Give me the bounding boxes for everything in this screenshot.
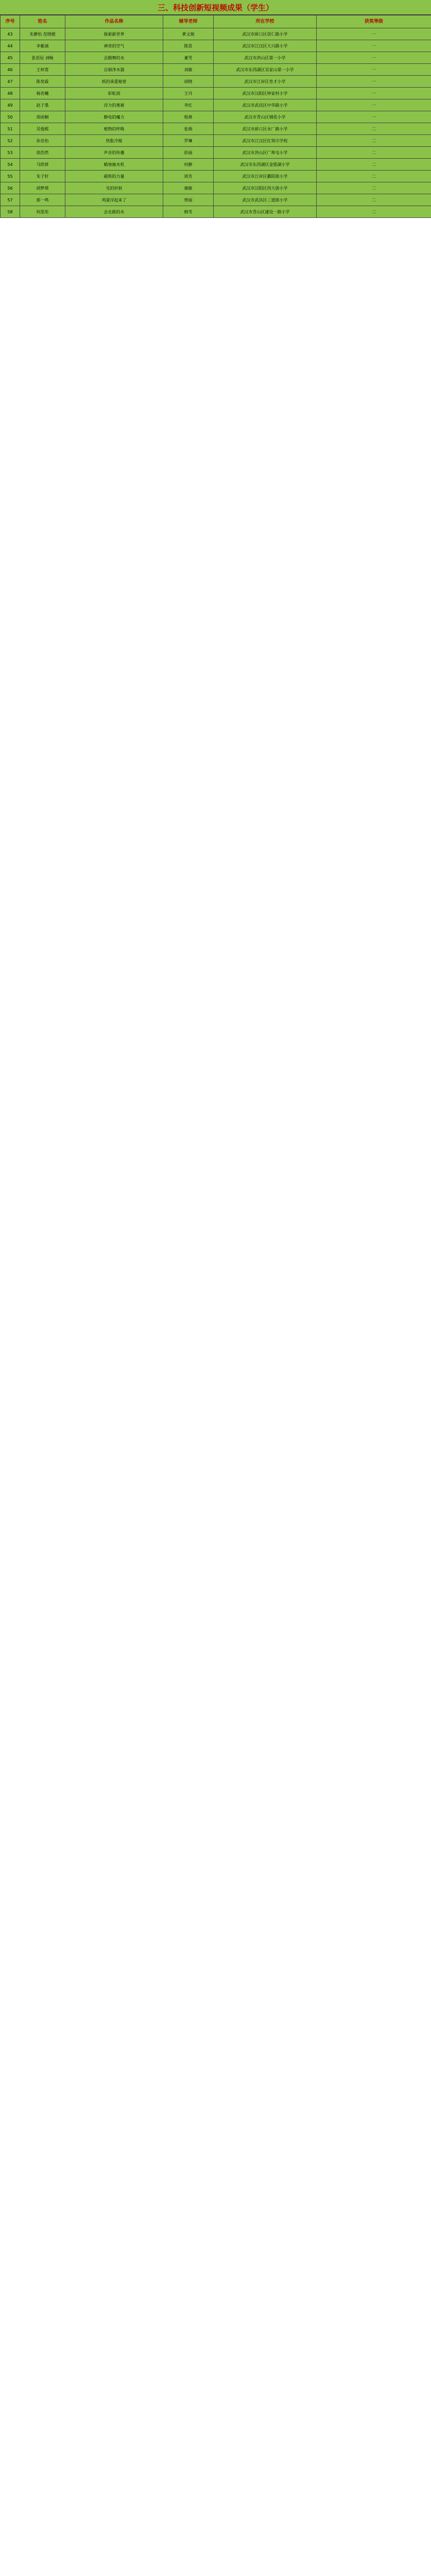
cell-work: 纸的承重秘密 bbox=[65, 76, 163, 88]
cell-award: 一 bbox=[317, 64, 431, 76]
cell-work: 静电的魔力 bbox=[65, 111, 163, 123]
header-no: 序号 bbox=[1, 15, 20, 28]
table-row bbox=[1, 171, 431, 182]
table-row bbox=[1, 28, 431, 40]
cell-name: 吴俊熙 bbox=[20, 123, 65, 135]
cell-school: 武汉市汉阳区钟家村小学 bbox=[214, 88, 317, 99]
cell-award: 二 bbox=[317, 194, 431, 206]
cell-tutor: 罗琳 bbox=[163, 135, 214, 147]
header-work: 作品名称 bbox=[65, 15, 163, 28]
table-row bbox=[1, 88, 431, 99]
cell-no: 50 bbox=[1, 111, 20, 123]
table-row bbox=[1, 182, 431, 194]
cell-no: 47 bbox=[1, 76, 20, 88]
cell-award: 二 bbox=[317, 171, 431, 182]
cell-tutor: 谢敏 bbox=[163, 182, 214, 194]
cell-school: 武汉市汉阳区西大街小学 bbox=[214, 182, 317, 194]
cell-tutor: 张娟 bbox=[163, 123, 214, 135]
cell-work: 探索新世界 bbox=[65, 28, 163, 40]
table-row bbox=[1, 64, 431, 76]
cell-no: 49 bbox=[1, 99, 20, 111]
cell-no: 55 bbox=[1, 171, 20, 182]
cell-name: 徐浩然 bbox=[20, 147, 65, 159]
cell-name: 李紫涵 bbox=[20, 40, 65, 52]
results-table bbox=[0, 15, 431, 218]
cell-name: 何思彤 bbox=[20, 206, 65, 218]
cell-no: 45 bbox=[1, 52, 20, 64]
cell-tutor: 王丹 bbox=[163, 88, 214, 99]
section-title: 三、科技创新短视频成果（学生） bbox=[0, 0, 431, 15]
cell-name: 杨若曦 bbox=[20, 88, 65, 99]
cell-tutor: 黄文娟 bbox=[163, 28, 214, 40]
table-row bbox=[1, 123, 431, 135]
cell-name: 王梓萱 bbox=[20, 64, 65, 76]
table-row bbox=[1, 159, 431, 171]
cell-work: 鸡蛋浮起来了 bbox=[65, 194, 163, 206]
cell-school: 武汉市洪山区广埠屯小学 bbox=[214, 147, 317, 159]
cell-award: 二 bbox=[317, 182, 431, 194]
table-row bbox=[1, 76, 431, 88]
cell-tutor: 彭丽 bbox=[163, 147, 214, 159]
cell-name: 张语辰 刘畅 bbox=[20, 52, 65, 64]
cell-no: 46 bbox=[1, 64, 20, 76]
cell-no: 53 bbox=[1, 147, 20, 159]
cell-name: 陈奕霖 bbox=[20, 76, 65, 88]
cell-school: 武汉市江汉区红领巾学校 bbox=[214, 135, 317, 147]
cell-work: 声音的传播 bbox=[65, 147, 163, 159]
header-tutor: 辅导老师 bbox=[163, 15, 214, 28]
cell-work: 会走路的水 bbox=[65, 206, 163, 218]
cell-school: 武汉市青山区建设一路小学 bbox=[214, 206, 317, 218]
cell-no: 43 bbox=[1, 28, 20, 40]
cell-work: 会跳舞的水 bbox=[65, 52, 163, 64]
cell-award: 一 bbox=[317, 76, 431, 88]
cell-work: 热胀冷缩 bbox=[65, 135, 163, 147]
cell-school: 武汉市东西湖区金银湖小学 bbox=[214, 159, 317, 171]
cell-award: 二 bbox=[317, 147, 431, 159]
cell-no: 58 bbox=[1, 206, 20, 218]
cell-no: 54 bbox=[1, 159, 20, 171]
cell-work: 彩虹雨 bbox=[65, 88, 163, 99]
table-row bbox=[1, 135, 431, 147]
cell-no: 51 bbox=[1, 123, 20, 135]
cell-no: 57 bbox=[1, 194, 20, 206]
cell-tutor: 周芳 bbox=[163, 171, 214, 182]
cell-name: 朱静怡 范晓媛 bbox=[20, 28, 65, 40]
cell-tutor: 韩雪 bbox=[163, 206, 214, 218]
cell-name: 马欣妍 bbox=[20, 159, 65, 171]
cell-work: 蜡烛抽水机 bbox=[65, 159, 163, 171]
cell-tutor: 刘敏 bbox=[163, 64, 214, 76]
cell-school: 武汉市武昌区中华路小学 bbox=[214, 99, 317, 111]
cell-no: 56 bbox=[1, 182, 20, 194]
header-award: 获奖等级 bbox=[317, 15, 431, 28]
cell-tutor: 董雪 bbox=[163, 52, 214, 64]
table-row bbox=[1, 206, 431, 218]
cell-work: 光的折射 bbox=[65, 182, 163, 194]
cell-name: 胡梦琪 bbox=[20, 182, 65, 194]
table-row bbox=[1, 40, 431, 52]
cell-school: 武汉市江岸区育才小学 bbox=[214, 76, 317, 88]
cell-tutor: 程燕 bbox=[163, 111, 214, 123]
cell-tutor: 李红 bbox=[163, 99, 214, 111]
cell-tutor: 陈思 bbox=[163, 40, 214, 52]
cell-school: 武汉市洪山区第一小学 bbox=[214, 52, 317, 64]
cell-school: 武汉市武昌区三道街小学 bbox=[214, 194, 317, 206]
cell-school: 武汉市东西湖区吴家山第一小学 bbox=[214, 64, 317, 76]
header-school: 所在学校 bbox=[214, 15, 317, 28]
cell-work: 浮力的奥秘 bbox=[65, 99, 163, 111]
cell-school: 武汉市硚口区水厂路小学 bbox=[214, 123, 317, 135]
cell-tutor: 胡晓 bbox=[163, 76, 214, 88]
table-row bbox=[1, 194, 431, 206]
cell-award: 一 bbox=[317, 111, 431, 123]
cell-award: 一 bbox=[317, 40, 431, 52]
cell-award: 二 bbox=[317, 159, 431, 171]
cell-name: 郭一鸣 bbox=[20, 194, 65, 206]
cell-award: 一 bbox=[317, 52, 431, 64]
cell-award: 一 bbox=[317, 99, 431, 111]
table-body bbox=[1, 28, 431, 218]
cell-award: 一 bbox=[317, 28, 431, 40]
cell-tutor: 何静 bbox=[163, 159, 214, 171]
table-row bbox=[1, 99, 431, 111]
cell-name: 赵子墨 bbox=[20, 99, 65, 111]
cell-school: 武汉市江岸区鄱阳街小学 bbox=[214, 171, 317, 182]
cell-work: 磁铁的力量 bbox=[65, 171, 163, 182]
header-name: 姓名 bbox=[20, 15, 65, 28]
cell-school: 武汉市青山区钢花小学 bbox=[214, 111, 317, 123]
cell-work: 神奇的空气 bbox=[65, 40, 163, 52]
cell-work: 植物的呼吸 bbox=[65, 123, 163, 135]
cell-no: 52 bbox=[1, 135, 20, 147]
cell-award: 一 bbox=[317, 88, 431, 99]
table-row bbox=[1, 52, 431, 64]
cell-name: 孙佳怡 bbox=[20, 135, 65, 147]
table-row bbox=[1, 147, 431, 159]
table-header-row bbox=[1, 15, 431, 28]
cell-award: 二 bbox=[317, 135, 431, 147]
table-row bbox=[1, 111, 431, 123]
cell-work: 自制净水器 bbox=[65, 64, 163, 76]
cell-award: 二 bbox=[317, 206, 431, 218]
cell-tutor: 曾丽 bbox=[163, 194, 214, 206]
cell-award: 二 bbox=[317, 123, 431, 135]
cell-name: 朱子轩 bbox=[20, 171, 65, 182]
cell-school: 武汉市江汉区大兴路小学 bbox=[214, 40, 317, 52]
cell-no: 44 bbox=[1, 40, 20, 52]
cell-school: 武汉市硚口区崇仁路小学 bbox=[214, 28, 317, 40]
cell-no: 48 bbox=[1, 88, 20, 99]
cell-name: 周雨桐 bbox=[20, 111, 65, 123]
